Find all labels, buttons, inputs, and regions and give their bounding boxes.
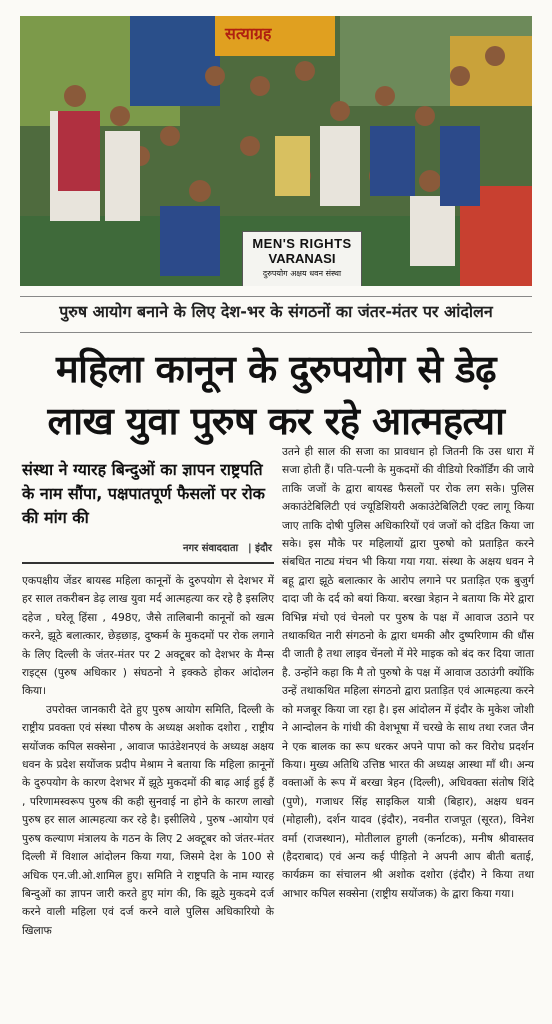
headline-line-2: लाख युवा पुरुष कर रहे आत्महत्या [47,399,505,443]
dateline: इंदौर [255,543,272,554]
article-column-left [22,572,274,940]
paragraph: उतने ही साल की सजा का प्रावधान हो जितनी कि उस धारा में सजा होती हैं। पति-पत्नी के मुकदमों की वीडियो रिकॉर्डिंग की जाये ताकि जजों के द्वारा बायस्ड फैसलों पर रोक लग सके। पुलिस अकाउंटेबिलिटी एवं ज्यूडिशियरी अकाउंटेबिलिटी एक्ट लागू किया जाए ताकि दोषी पुलिस अधिकारियों एवं जजों को दंडित किया जा सके। इस मौके पर महिलायों द्वारा पुरुषो को प्रताड़ित करने संबधित नाट्य मंचन भी किया गया गया. संस्था के अक्षय धवन ने बहू द्वारा झूठे बलात्कार के आरोप लगाने पर प्रताड़ित एक बुजुर्ग दादा जी के दर्द को बयां किया. बरखा त्रेहान ने बताया कि मेरे द्वारा विभिन्न मंचो एवं चेनलो पर पुरुष के पक्ष में आवाज उठाने पर तथाकथित नारी संगठनो के द्वारा धमकी और दुष्परिणाम की धौंस दी जाती है तथा लाइव चेंनलो में मेरे माइक को बंद कर दिया जाता है. उन्होंने कहा कि मै तो पुरुषो के पक्ष में आवाज उठाउंगी क्योंकि उन्हें तथाकथित महिला संगठनो द्वारा प्रताड़ित एवं आत्महत्या करने को मजबूर किया जा रहा है। इस आंदोलन में इंदौर के मुकेश जोशी ने आन्दोलन के गांधी की वेशभूषा में चरखे के साथ तथा रजत जैन ने एक बालक का रूप धरकर अपने पापा को कर विरोध प्रदर्शन किया। मुख्य अतिथि उत्तिष्ठ भारत की अध्यक्ष आस्था माँ थी। अन्य वक्ताओं के रूप में बरखा त्रेहन (दिल्ली), अधिवक्ता संतोष शिंदे (पुणे), गजाधर सिंह साइकिल यात्री (बिहार), अक्षय धवन (मोहाली), दर्शन यादव (इंदौर), नवनीत राजपूत (सूरत), विनेश वर्मा (राजस्थान), मोतीलाल हुगली (कर्नाटक), मनीष श्रीवास्तव (हैदराबाद) एवं अन्य कई पीड़ितो ने अपनी आप बीती बताई, कार्यक्रम का संचालन श्री अशोक दशोरा (इंदौर) ने किया तथा आभार कपिल सक्सेना (राष्ट्रीय सयोंजक) के द्वारा किया गया। [282,445,534,900]
news-photo [20,16,532,286]
divider [22,562,274,564]
deck: संस्था ने ग्यारह बिन्दुओं का ज्ञापन राष्ट्रपति के नाम सौंपा, पक्षपातपूर्ण फैसलों पर रोक की मांग की [22,460,265,527]
article-column-right [282,443,534,903]
divider [20,296,532,297]
divider [20,332,532,333]
byline-author: नगर संवाददाता [182,543,239,554]
headline-line-1: महिला कानून के दुरुपयोग से डेढ़ [55,347,497,391]
paragraph: एकपक्षीय जेंडर बायस्ड महिला कानूनों के दुरुपयोग से देशभर में हर साल तकरीबन डेढ़ लाख युवा मर्द आत्महत्या कर रहे है इसलिए दहेज , घरेलू हिंसा , 498ए, जैसे तालिबानी कानूनों को खत्म करने, झूठे बलात्कार, छेड़छाड़, दुष्कर्म के मुकदमों पर रोक लगाने के लिए दिल्ली के जंतर-मंतर पर 2 अक्टूबर को देशभर के मैन्स राइट्स (पुरुष अधिकार ) संघठनो ने इक्कठे होकर आंदोलन किया। [22,574,274,698]
sign-line-2: VARANASI [268,251,336,266]
sign-line-3: दुरुपयोग अक्षय धवन संस्था [262,269,342,278]
separator: | [247,543,252,554]
protest-sign [242,231,362,286]
paragraph: उपरोक्त जानकारी देते हुए पुरुष आयोग समिति, दिल्ली के राष्ट्रीय प्रवक्ता एवं संस्था पौरुष के अध्यक्ष अशोक दशोरा , राष्ट्रीय सयोंजक कपिल सक्सेना , आवाज फाउंडेशनएवं के अध्यक्ष अक्षय धवन के प्रदेश सयोंजक प्रदीप मेश्राम ने बताया कि महिला क़ानूनों के दुरुपयोग के कारण देशभर में झूठे मुकदमों की बाढ़ आई हुई हैं , परिणामस्वरूप पुरुष की कही सुनवाई ना होने के कारण लाखो पुरुष हर साल आत्महत्या कर रहे है। इसीलिये , पुरुष -आयोग एवं पुरुष कल्याण मंत्रालय के गठन के लिए 2 अक्टूबर को जंतर-मंतर दिल्ली में विशाल आंदोलन किया गया, जिसमे देश के 100 से अधिक एन.जी.ओ.शामिल हुए। समिति ने राष्ट्रपति के नाम ग्यारह बिन्दुओं का ज्ञापन जारी करते हुए मांग की, कि झूठे मुकदमे दर्ज करने वाली महिला एवं दर्ज करने वाले पुलिस अधिकारियो के खिलाफ [22,702,274,937]
sign-line-1: MEN'S RIGHTS [252,236,352,251]
byline [22,540,272,554]
subheadline: पुरुष आयोग बनाने के लिए देश-भर के संगठनों का जंतर-मंतर पर आंदोलन [59,302,493,321]
banner-text: सत्याग्रह [225,24,272,43]
